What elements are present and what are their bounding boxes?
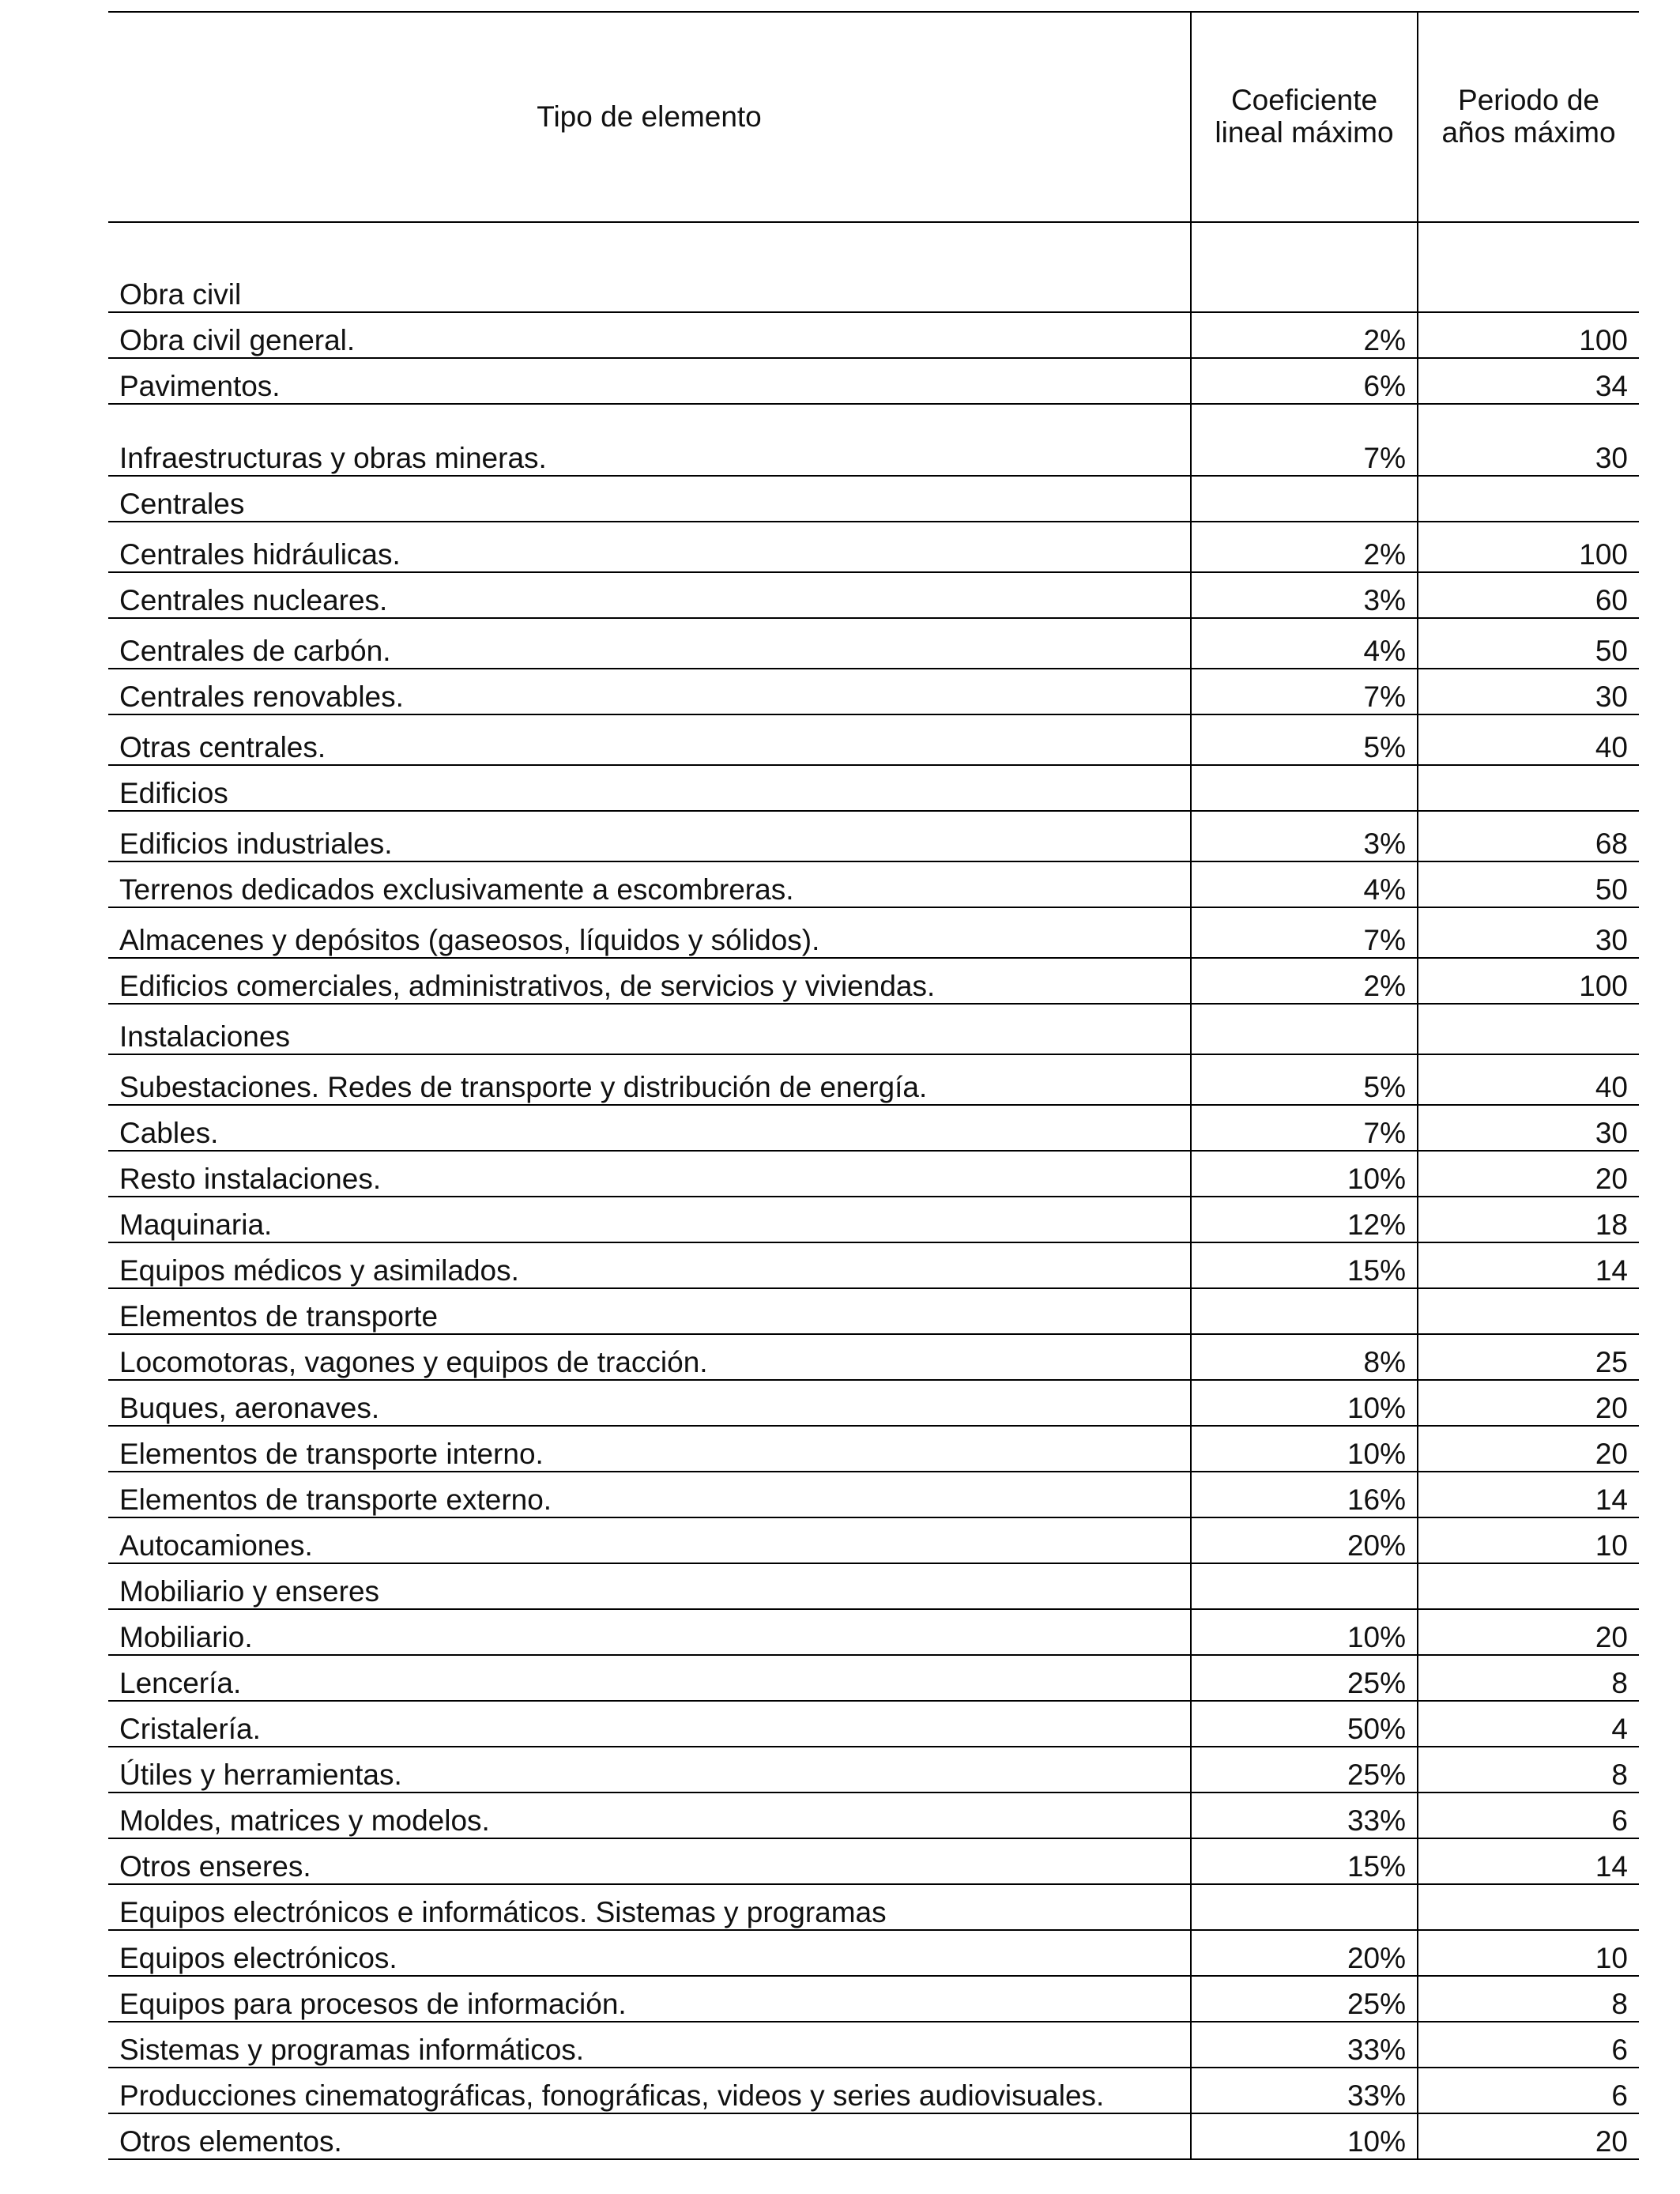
table-row <box>108 1242 1639 1288</box>
table-row <box>108 1517 1639 1563</box>
periodo-cell: 20 <box>1418 1380 1639 1426</box>
coeficiente-cell <box>1191 476 1418 522</box>
table-row <box>108 1747 1639 1793</box>
table-row <box>108 358 1639 404</box>
element-label: Producciones cinematográficas, fonográficas, videos y series audiovisuales. <box>108 2068 1191 2113</box>
table-body <box>108 222 1639 2159</box>
coeficiente-cell: 7% <box>1191 404 1418 476</box>
coeficiente-cell <box>1191 222 1418 312</box>
table-row <box>108 522 1639 572</box>
coeficiente-cell: 25% <box>1191 1747 1418 1793</box>
coeficiente-cell: 5% <box>1191 714 1418 765</box>
table-row <box>108 404 1639 476</box>
coeficiente-cell: 4% <box>1191 618 1418 669</box>
element-label: Cables. <box>108 1105 1191 1151</box>
table-row <box>108 1054 1639 1105</box>
periodo-cell: 40 <box>1418 1054 1639 1105</box>
periodo-cell: 14 <box>1418 1838 1639 1884</box>
periodo-cell <box>1418 765 1639 811</box>
element-label: Infraestructuras y obras mineras. <box>108 404 1191 476</box>
table-row <box>108 958 1639 1004</box>
periodo-cell: 8 <box>1418 1655 1639 1701</box>
coeficiente-cell: 4% <box>1191 861 1418 907</box>
element-label: Subestaciones. Redes de transporte y distribución de energía. <box>108 1054 1191 1105</box>
periodo-cell: 100 <box>1418 312 1639 358</box>
category-row <box>108 1563 1639 1609</box>
coeficiente-cell: 15% <box>1191 1838 1418 1884</box>
coeficiente-cell: 6% <box>1191 358 1418 404</box>
category-label: Obra civil <box>108 222 1191 312</box>
element-label: Edificios industriales. <box>108 811 1191 861</box>
header-tipo: Tipo de elemento <box>108 12 1191 222</box>
coeficiente-cell: 10% <box>1191 1380 1418 1426</box>
table-row <box>108 1701 1639 1747</box>
element-label: Locomotoras, vagones y equipos de tracción. <box>108 1334 1191 1380</box>
category-label: Elementos de transporte <box>108 1288 1191 1334</box>
element-label: Pavimentos. <box>108 358 1191 404</box>
coeficiente-cell <box>1191 765 1418 811</box>
periodo-cell: 25 <box>1418 1334 1639 1380</box>
coeficiente-cell: 20% <box>1191 1930 1418 1976</box>
category-label: Equipos electrónicos e informáticos. Sistemas y programas <box>108 1884 1191 1930</box>
table-row <box>108 2068 1639 2113</box>
periodo-cell: 50 <box>1418 861 1639 907</box>
periodo-cell: 30 <box>1418 404 1639 476</box>
element-label: Equipos para procesos de información. <box>108 1976 1191 2022</box>
periodo-cell: 18 <box>1418 1197 1639 1242</box>
header-periodo: Periodo de años máximo <box>1418 12 1639 222</box>
coeficiente-cell <box>1191 1884 1418 1930</box>
category-row <box>108 1004 1639 1054</box>
coeficiente-cell: 15% <box>1191 1242 1418 1288</box>
table-row <box>108 618 1639 669</box>
coeficiente-cell: 33% <box>1191 2068 1418 2113</box>
coeficiente-cell: 50% <box>1191 1701 1418 1747</box>
periodo-cell <box>1418 1288 1639 1334</box>
periodo-cell: 20 <box>1418 1609 1639 1655</box>
element-label: Resto instalaciones. <box>108 1151 1191 1197</box>
element-label: Centrales renovables. <box>108 669 1191 714</box>
coeficiente-cell: 10% <box>1191 1426 1418 1472</box>
element-label: Equipos electrónicos. <box>108 1930 1191 1976</box>
periodo-cell: 6 <box>1418 2022 1639 2068</box>
periodo-cell: 20 <box>1418 2113 1639 2159</box>
category-row <box>108 1288 1639 1334</box>
table-row <box>108 1838 1639 1884</box>
periodo-cell: 8 <box>1418 1747 1639 1793</box>
table-row <box>108 1380 1639 1426</box>
table-row <box>108 1426 1639 1472</box>
table-row <box>108 312 1639 358</box>
periodo-cell: 14 <box>1418 1472 1639 1517</box>
coeficiente-cell: 12% <box>1191 1197 1418 1242</box>
table-row <box>108 1105 1639 1151</box>
periodo-cell: 34 <box>1418 358 1639 404</box>
table-row <box>108 1930 1639 1976</box>
table-header <box>108 12 1639 222</box>
category-label: Edificios <box>108 765 1191 811</box>
element-label: Terrenos dedicados exclusivamente a escombreras. <box>108 861 1191 907</box>
coeficiente-cell: 7% <box>1191 669 1418 714</box>
element-label: Edificios comerciales, administrativos, de servicios y viviendas. <box>108 958 1191 1004</box>
periodo-cell: 68 <box>1418 811 1639 861</box>
category-label: Mobiliario y enseres <box>108 1563 1191 1609</box>
element-label: Maquinaria. <box>108 1197 1191 1242</box>
coeficiente-cell: 8% <box>1191 1334 1418 1380</box>
element-label: Cristalería. <box>108 1701 1191 1747</box>
coeficiente-cell <box>1191 1288 1418 1334</box>
coeficiente-cell: 7% <box>1191 907 1418 958</box>
element-label: Centrales de carbón. <box>108 618 1191 669</box>
element-label: Útiles y herramientas. <box>108 1747 1191 1793</box>
category-row <box>108 222 1639 312</box>
category-label: Instalaciones <box>108 1004 1191 1054</box>
depreciation-table <box>108 11 1639 2160</box>
coeficiente-cell: 2% <box>1191 522 1418 572</box>
periodo-cell: 6 <box>1418 2068 1639 2113</box>
table-row <box>108 1197 1639 1242</box>
periodo-cell: 10 <box>1418 1930 1639 1976</box>
periodo-cell: 100 <box>1418 522 1639 572</box>
periodo-cell: 10 <box>1418 1517 1639 1563</box>
periodo-cell <box>1418 1004 1639 1054</box>
coeficiente-cell: 5% <box>1191 1054 1418 1105</box>
periodo-cell: 4 <box>1418 1701 1639 1747</box>
coeficiente-cell: 2% <box>1191 312 1418 358</box>
table-row <box>108 907 1639 958</box>
coeficiente-cell: 3% <box>1191 572 1418 618</box>
element-label: Almacenes y depósitos (gaseosos, líquidos y sólidos). <box>108 907 1191 958</box>
header-coeficiente: Coeficiente lineal máximo <box>1191 12 1418 222</box>
document-page <box>108 11 1639 2160</box>
table-row <box>108 811 1639 861</box>
table-row <box>108 2113 1639 2159</box>
periodo-cell: 30 <box>1418 907 1639 958</box>
element-label: Otras centrales. <box>108 714 1191 765</box>
header-row <box>108 12 1639 222</box>
table-row <box>108 1472 1639 1517</box>
periodo-cell <box>1418 222 1639 312</box>
table-row <box>108 1655 1639 1701</box>
table-row <box>108 1334 1639 1380</box>
coeficiente-cell <box>1191 1563 1418 1609</box>
category-row <box>108 1884 1639 1930</box>
table-row <box>108 1793 1639 1838</box>
periodo-cell: 60 <box>1418 572 1639 618</box>
coeficiente-cell: 33% <box>1191 2022 1418 2068</box>
periodo-cell: 14 <box>1418 1242 1639 1288</box>
periodo-cell <box>1418 1884 1639 1930</box>
periodo-cell: 50 <box>1418 618 1639 669</box>
element-label: Otros enseres. <box>108 1838 1191 1884</box>
element-label: Equipos médicos y asimilados. <box>108 1242 1191 1288</box>
table-row <box>108 2022 1639 2068</box>
table-row <box>108 1151 1639 1197</box>
periodo-cell: 8 <box>1418 1976 1639 2022</box>
element-label: Otros elementos. <box>108 2113 1191 2159</box>
coeficiente-cell: 33% <box>1191 1793 1418 1838</box>
element-label: Elementos de transporte externo. <box>108 1472 1191 1517</box>
coeficiente-cell: 10% <box>1191 1151 1418 1197</box>
periodo-cell: 20 <box>1418 1426 1639 1472</box>
periodo-cell: 20 <box>1418 1151 1639 1197</box>
category-label: Centrales <box>108 476 1191 522</box>
coeficiente-cell: 3% <box>1191 811 1418 861</box>
coeficiente-cell: 7% <box>1191 1105 1418 1151</box>
element-label: Sistemas y programas informáticos. <box>108 2022 1191 2068</box>
coeficiente-cell: 10% <box>1191 1609 1418 1655</box>
element-label: Mobiliario. <box>108 1609 1191 1655</box>
periodo-cell: 30 <box>1418 669 1639 714</box>
table-row <box>108 714 1639 765</box>
coeficiente-cell: 2% <box>1191 958 1418 1004</box>
periodo-cell: 6 <box>1418 1793 1639 1838</box>
coeficiente-cell <box>1191 1004 1418 1054</box>
category-row <box>108 476 1639 522</box>
coeficiente-cell: 10% <box>1191 2113 1418 2159</box>
element-label: Centrales nucleares. <box>108 572 1191 618</box>
element-label: Elementos de transporte interno. <box>108 1426 1191 1472</box>
table-row <box>108 1609 1639 1655</box>
element-label: Autocamiones. <box>108 1517 1191 1563</box>
element-label: Obra civil general. <box>108 312 1191 358</box>
coeficiente-cell: 25% <box>1191 1976 1418 2022</box>
element-label: Moldes, matrices y modelos. <box>108 1793 1191 1838</box>
coeficiente-cell: 25% <box>1191 1655 1418 1701</box>
periodo-cell <box>1418 1563 1639 1609</box>
element-label: Centrales hidráulicas. <box>108 522 1191 572</box>
element-label: Buques, aeronaves. <box>108 1380 1191 1426</box>
coeficiente-cell: 16% <box>1191 1472 1418 1517</box>
table-row <box>108 572 1639 618</box>
periodo-cell: 40 <box>1418 714 1639 765</box>
table-row <box>108 861 1639 907</box>
table-row <box>108 669 1639 714</box>
periodo-cell: 100 <box>1418 958 1639 1004</box>
periodo-cell <box>1418 476 1639 522</box>
table-row <box>108 1976 1639 2022</box>
category-row <box>108 765 1639 811</box>
element-label: Lencería. <box>108 1655 1191 1701</box>
coeficiente-cell: 20% <box>1191 1517 1418 1563</box>
periodo-cell: 30 <box>1418 1105 1639 1151</box>
